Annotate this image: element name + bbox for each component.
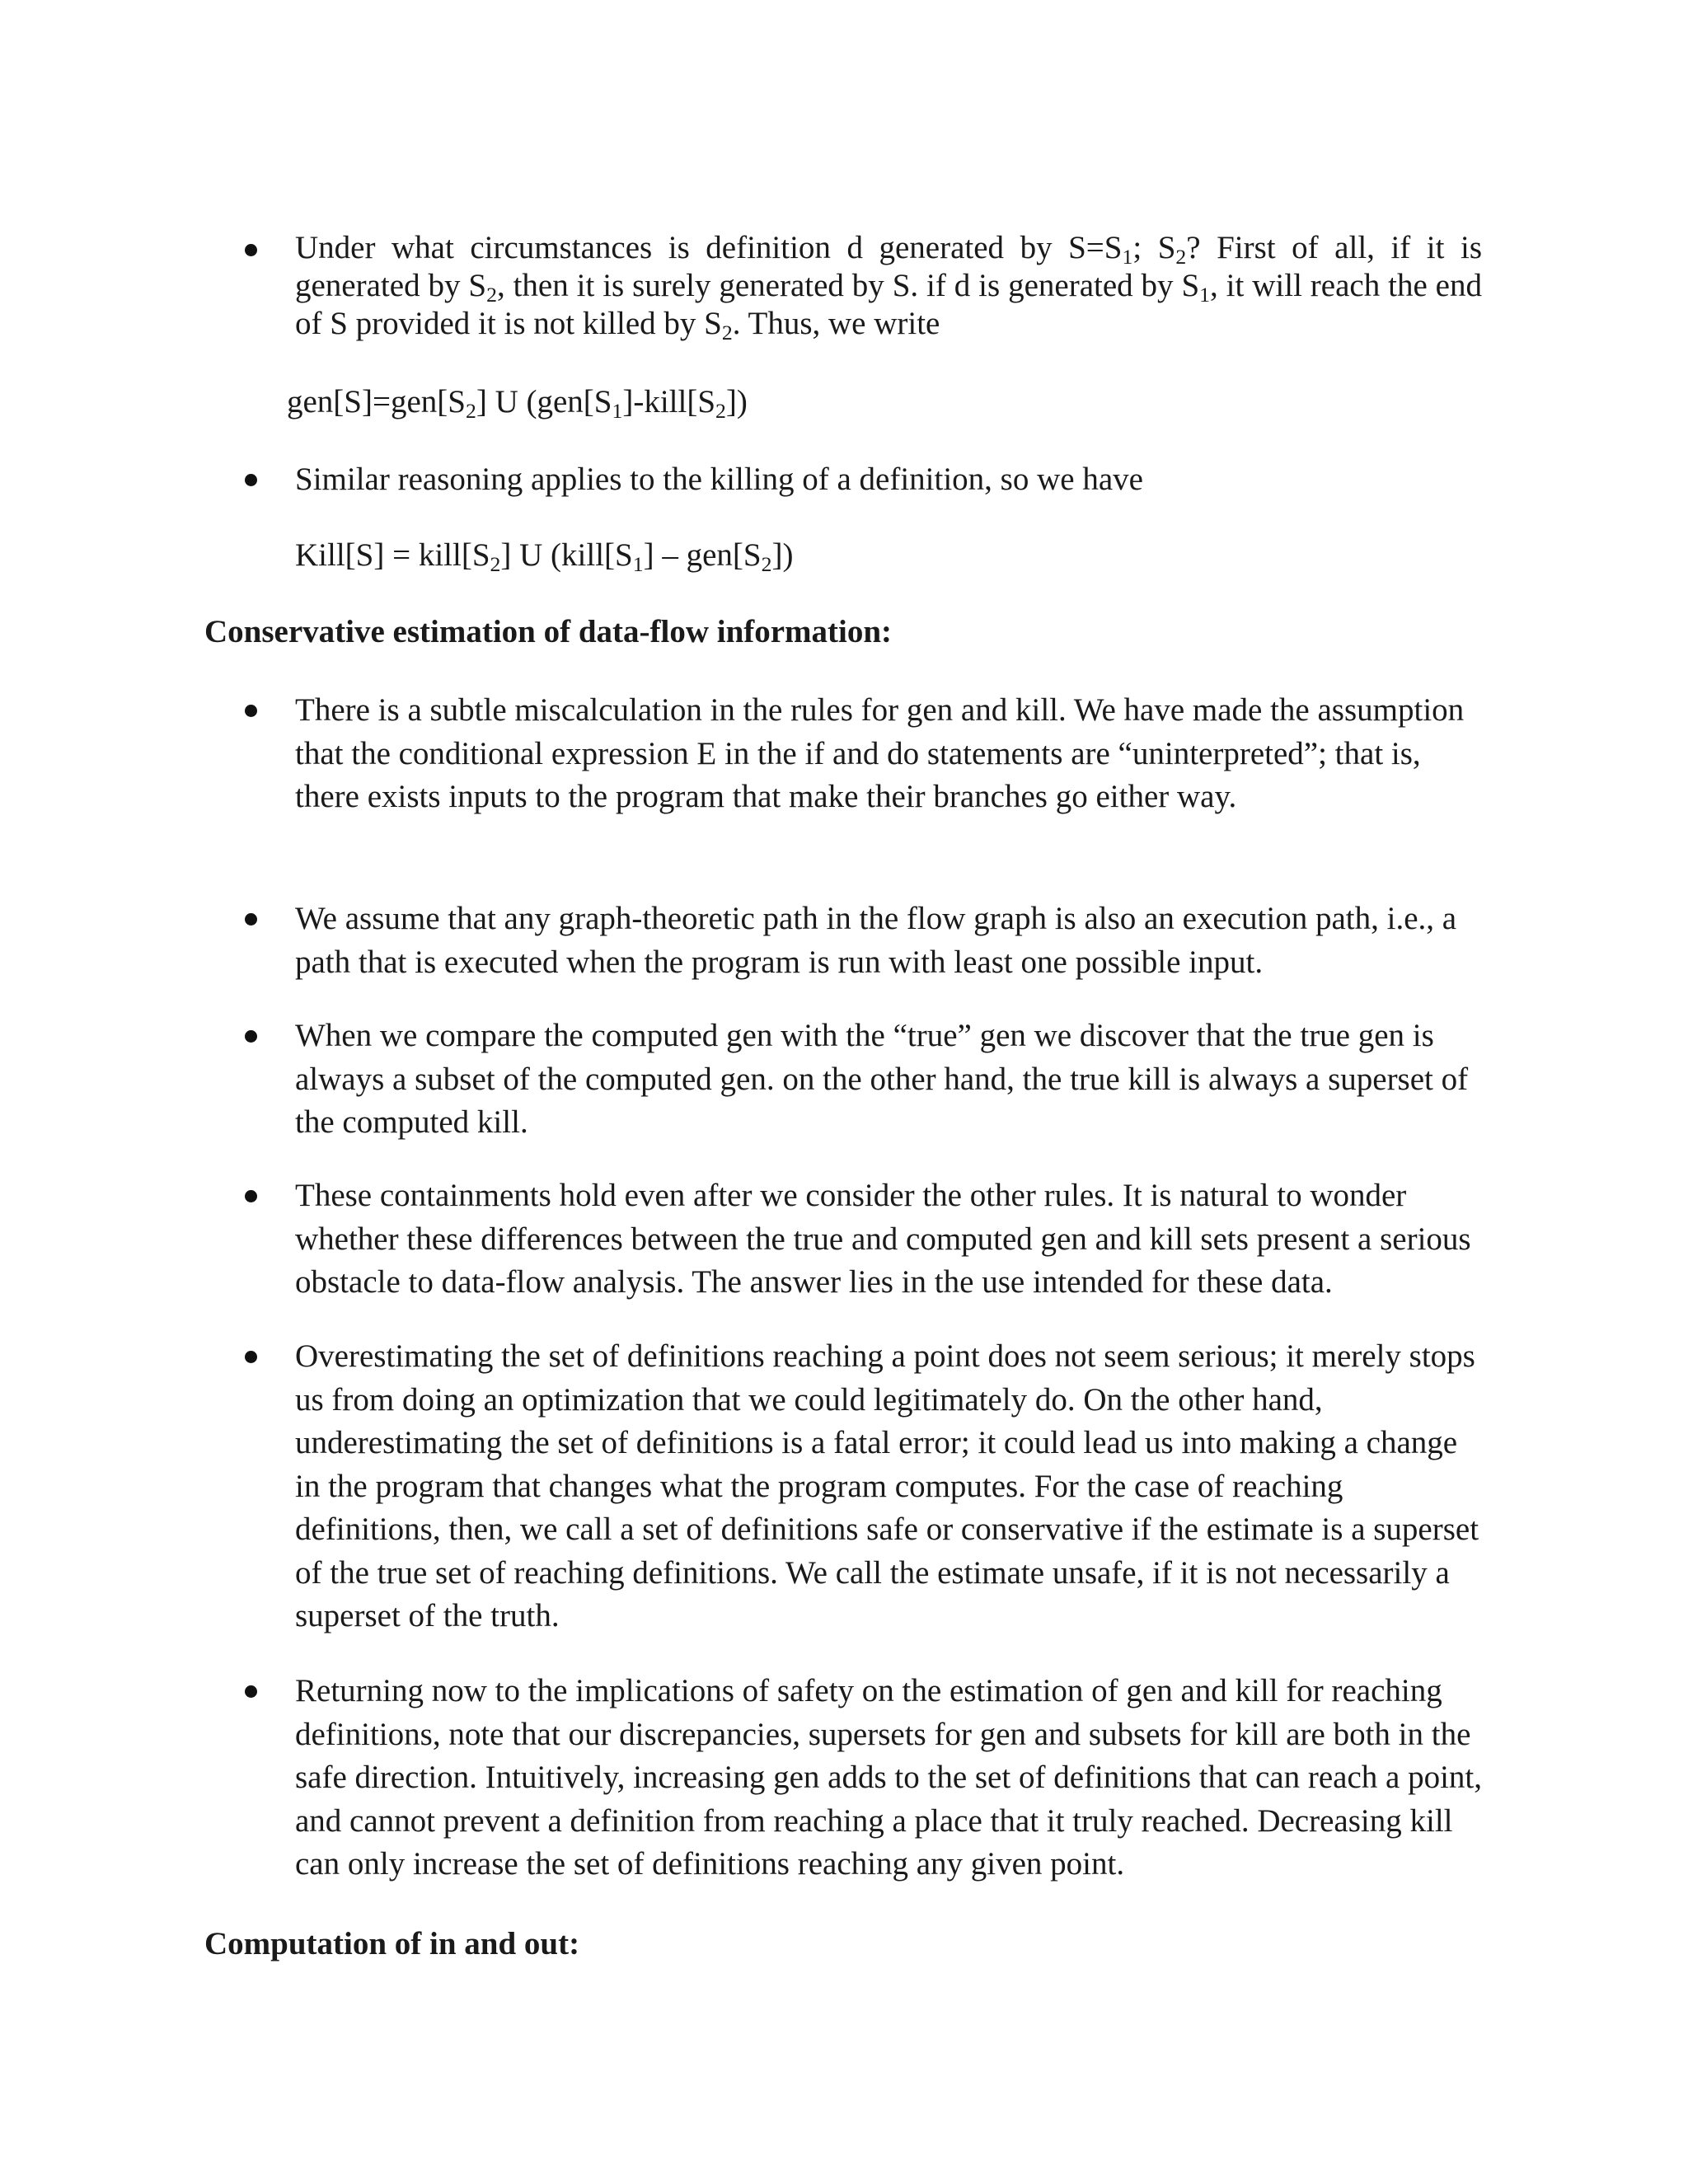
bullet-safety-implications: Returning now to the implications of safety on the estimation of gen and kill for reaching definitions, note that our discrepancies, supersets for gen and subsets for kill are both in the safe direction. Intuitively, increasing gen adds to the set of definitions that can reach a point, and cannot prevent a definition from reaching a place that it truly reached. Decreasing kill can only increase the set of definitions reaching any given point.: [295, 1673, 1483, 1882]
formula-kill: Kill[S] = $kill[S_2]$ U $(kill[S_1] - gen[S_2])$: [295, 537, 794, 577]
subscript: 2: [721, 321, 733, 345]
bullet-subtle-miscalculation: There is a subtle miscalculation in the rules for gen and kill. We have made the assumption that the conditional expression E in the if and do statements are “uninterpreted”; that is, there exists inputs to the program that make their branches go either way.: [295, 692, 1465, 814]
formula-gen: $gen[S]=gen[S_2]$ U $(gen[S_1]-kill[S_2])$: [287, 384, 748, 424]
bullet-marker: [245, 913, 257, 926]
bullet-containments: These containments hold even after we consider the other rules. It is natural to wonder whether these differences between the true and computed gen and kill sets present a serious obstacle to data-flow analysis. The answer lies in the use intended for these data.: [295, 1178, 1471, 1300]
subscript: 1: [612, 399, 623, 424]
bullet-similar-reasoning: Similar reasoning applies to the killing of a definition, so we have: [295, 462, 1143, 497]
bullet-gen-definition: Under what circumstances is definition d generated by $S=S_1$; $S_2$? First of all, if it is generated by $S_2$, then it is surely generated by S. if d is generated by $S_1$, it will reach the end of S provided it is not killed by $S_2$. Thus, we write: [295, 230, 1482, 345]
subscript: 2: [486, 283, 497, 307]
subscript: 2: [490, 552, 501, 577]
heading-computation-in-out: Computation of in and out:: [204, 1926, 580, 1961]
bullet-marker: [245, 1190, 257, 1202]
subscript: 2: [465, 399, 476, 424]
subscript: 1: [632, 552, 644, 577]
bullet-true-gen: When we compare the computed gen with the “true” gen we discover that the true gen is always a subset of the computed gen. on the other hand, the true kill is always a superset of the computed kill.: [295, 1018, 1469, 1140]
bullet-marker: [245, 474, 257, 486]
bullet-marker: [245, 1030, 257, 1043]
subscript: 2: [761, 552, 772, 577]
bullet-marker: [245, 1685, 257, 1698]
bullet-marker: [245, 705, 257, 717]
bullet-overestimating: Overestimating the set of definitions reaching a point does not seem serious; it merely stops us from doing an optimization that we could legitimately do. On the other hand, underestimating the set of definitions is a fatal error; it could lead us into making a change in the program that changes what the program computes. For the case of reaching definitions, then, we call a set of definitions safe or conservative if the estimate is a superset of the true set of reaching definitions. We call the estimate unsafe, if it is not necessarily a superset of the truth.: [295, 1338, 1479, 1633]
bullet-marker: [245, 244, 257, 256]
heading-conservative-estimation: Conservative estimation of data-flow information:: [204, 614, 893, 649]
bullet-marker: [245, 1351, 257, 1363]
subscript: 1: [1122, 245, 1133, 269]
subscript: 2: [1175, 245, 1187, 269]
subscript: 1: [1199, 283, 1211, 307]
bullet-graph-theoretic-path: We assume that any graph-theoretic path in the flow graph is also an execution path, i.e., a path that is executed when the program is run with least one possible input.: [295, 901, 1457, 980]
subscript: 2: [715, 399, 726, 424]
